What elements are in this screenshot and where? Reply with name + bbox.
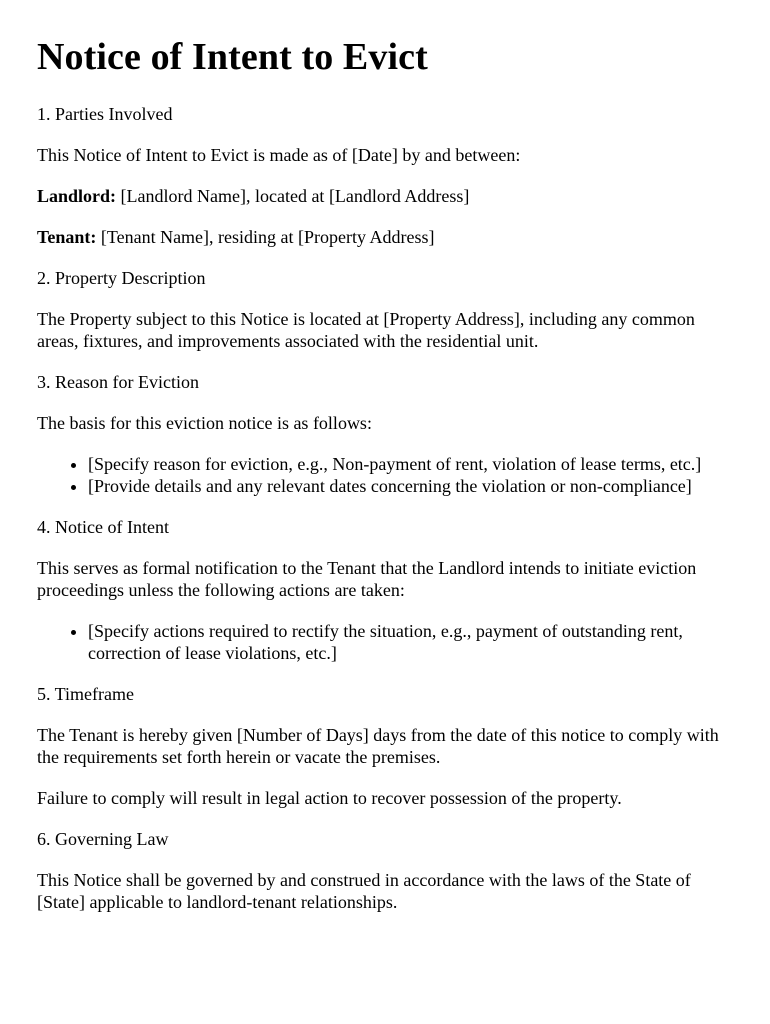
parties-intro: This Notice of Intent to Evict is made as of [Date] by and between: — [37, 145, 521, 165]
tenant-line — [37, 226, 734, 248]
list-item: • [Specify reason for eviction, e.g., Non-payment of rent, violation of lease terms, etc.] — [88, 453, 734, 475]
section-heading-parties: 1. Parties Involved — [37, 104, 173, 124]
section-heading-notice: 4. Notice of Intent — [37, 517, 169, 537]
law-body: This Notice shall be governed by and construed in accordance with the laws of the State of [State] applicable to landlord-tenant relationships. — [37, 870, 691, 912]
tenant-label: Tenant: — [37, 227, 97, 247]
landlord-line — [37, 185, 734, 207]
reason-body: The basis for this eviction notice is as follows: — [37, 413, 372, 433]
property-body: The Property subject to this Notice is located at [Property Address], including any common areas, fixtures, and improvements associated with the residential unit. — [37, 309, 695, 351]
section-heading-reason: 3. Reason for Eviction — [37, 372, 199, 392]
section-heading-timeframe: 5. Timeframe — [37, 684, 134, 704]
list-item: • [Provide details and any relevant dates concerning the violation or non-compliance] — [88, 475, 734, 497]
landlord-text: [Landlord Name], located at [Landlord Address] — [116, 186, 470, 206]
document-title: Notice of Intent to Evict — [37, 36, 428, 78]
reason-list — [37, 453, 734, 497]
timeframe-body-2: Failure to comply will result in legal action to recover possession of the property. — [37, 788, 622, 808]
timeframe-body: The Tenant is hereby given [Number of Days] days from the date of this notice to comply with the requirements set forth herein or vacate the premises. — [37, 725, 719, 767]
tenant-text: [Tenant Name], residing at [Property Address] — [96, 227, 435, 247]
section-heading-law: 6. Governing Law — [37, 829, 169, 849]
list-item: • [Specify actions required to rectify the situation, e.g., payment of outstanding rent, correction of lease violations, etc.] — [88, 620, 734, 664]
landlord-label: Landlord: — [37, 186, 117, 206]
notice-list — [37, 620, 734, 664]
section-heading-property: 2. Property Description — [37, 268, 206, 288]
notice-body: This serves as formal notification to the Tenant that the Landlord intends to initiate eviction proceedings unless the following actions are taken: — [37, 558, 697, 600]
